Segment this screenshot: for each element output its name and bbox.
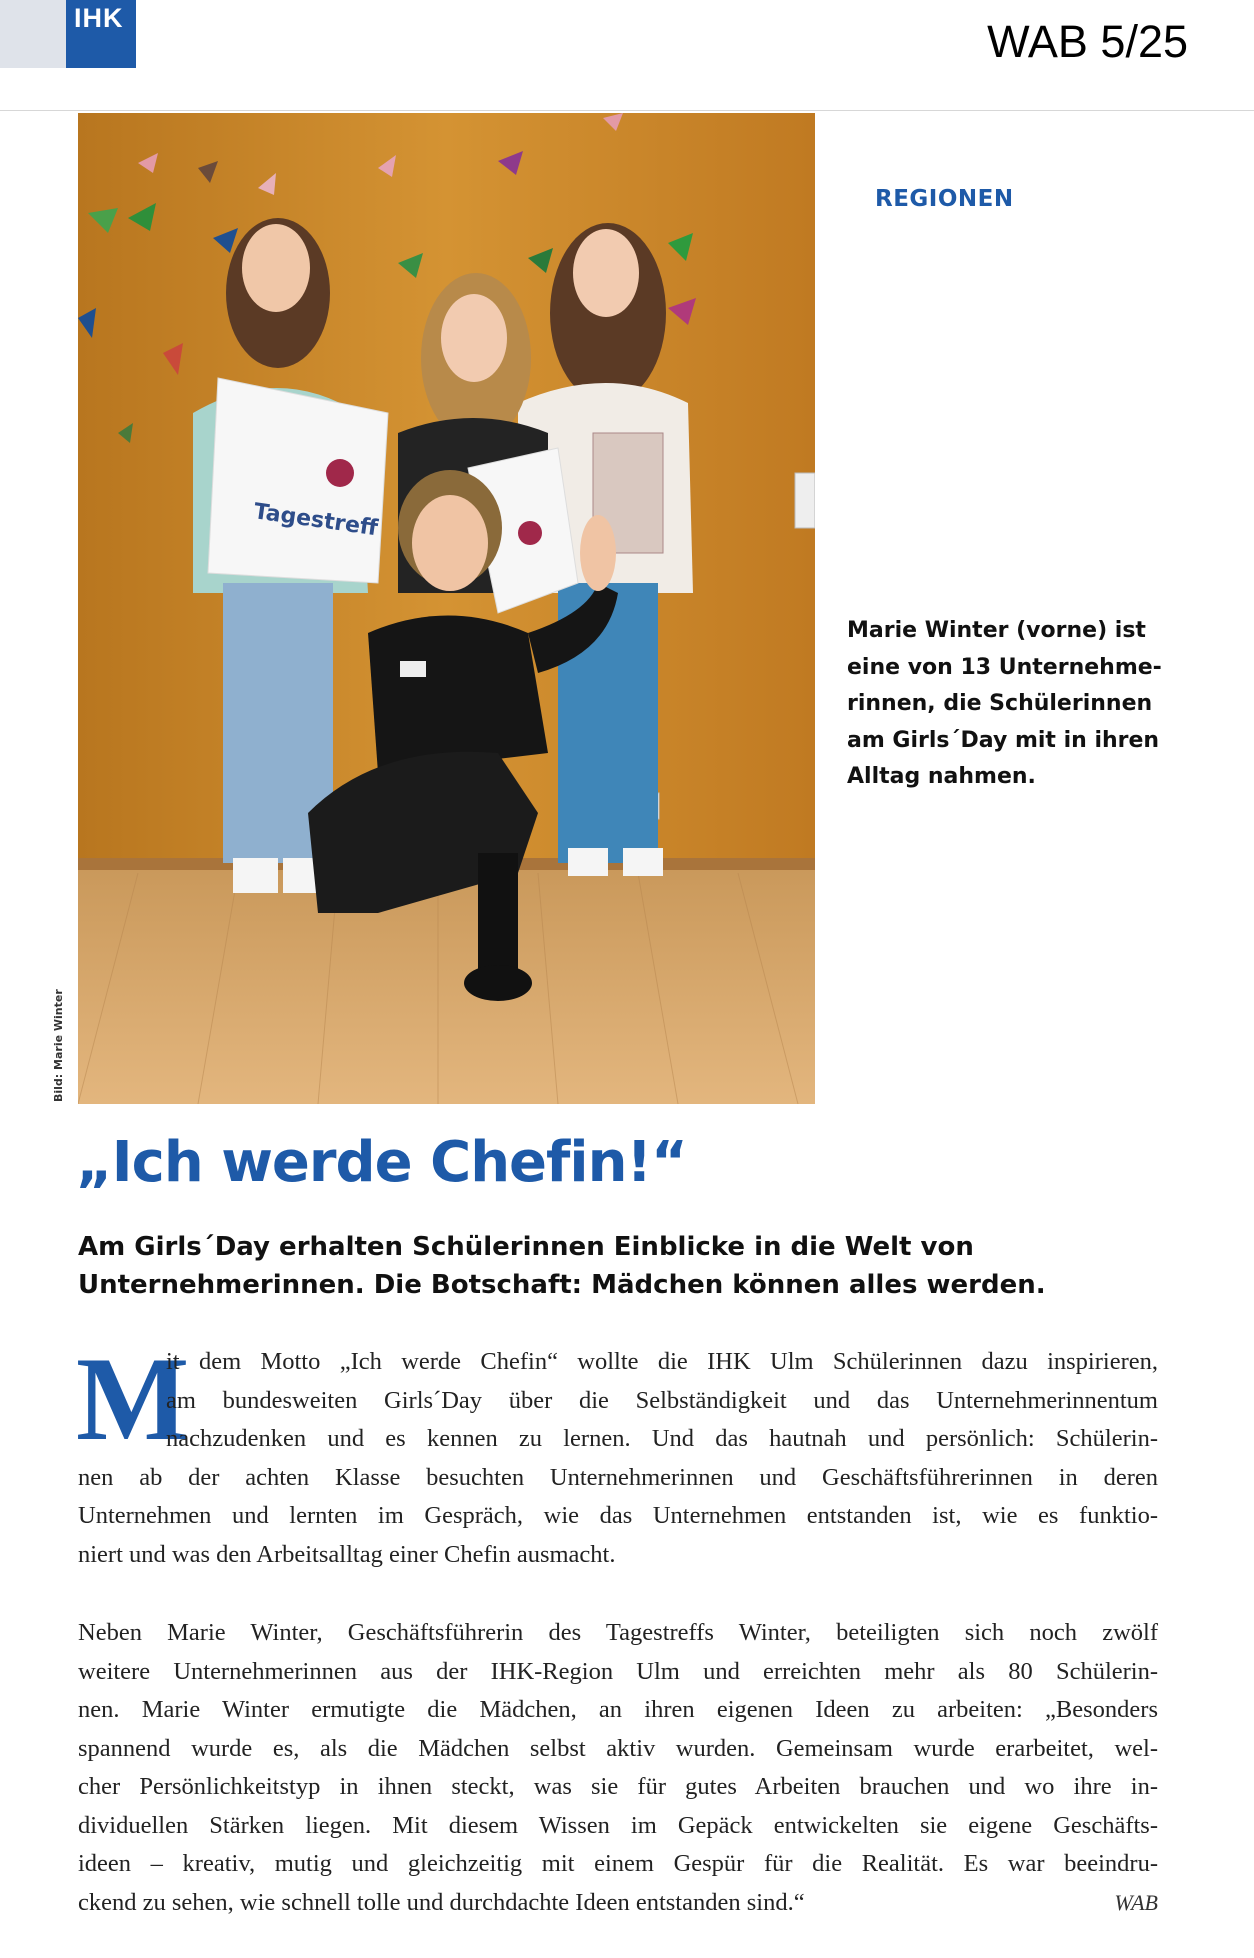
author-signature: WAB xyxy=(1114,1889,1158,1915)
text-line: dividuellen Stärken liegen. Mit diesem Wissen im Gepäck entwickelten sie eigene Geschäfts- xyxy=(78,1811,1158,1839)
caption-line: rinnen, die Schülerinnen xyxy=(847,691,1153,716)
issue-label: WAB 5/25 xyxy=(987,16,1188,67)
text-line: ideen – kreativ, mutig und gleichzeitig mit einem Gespür für die Realität. Es war beeindru- xyxy=(78,1850,1158,1877)
text-line: cher Persönlichkeitstyp in ihnen steckt, was sie für gutes Arbeiten brauchen und wo ihre in- xyxy=(78,1773,1158,1800)
text-line: Neben Marie Winter, Geschäftsführerin des Tagestreffs Winter, beteiligten sich noch zwölf xyxy=(78,1619,1158,1646)
article-photo xyxy=(78,113,815,1104)
text-line: niert und was den Arbeitsalltag einer Chefin ausmacht. xyxy=(78,1540,616,1568)
text-line: nen. Marie Winter ermutigte die Mädchen, an ihren eigenen Ideen zu arbeiten: „Besonders xyxy=(78,1696,1158,1723)
text-line: Unternehmen und lernten im Gespräch, wie das Unternehmen entstanden ist, wie es funktio- xyxy=(78,1502,1158,1529)
caption-line: am Girls´Day mit in ihren xyxy=(847,727,1160,753)
lead-line: Unternehmerinnen. Die Botschaft: Mädchen können alles werden. xyxy=(78,1270,1046,1300)
lead-line: Am Girls´Day erhalten Schülerinnen Einblicke in die Welt von xyxy=(78,1232,974,1262)
photo-caption xyxy=(847,613,1177,796)
header-grey-block xyxy=(0,0,70,68)
floor xyxy=(78,863,815,1104)
text-line: spannend wurde es, als die Mädchen selbst aktiv wurden. Gemeinsam wurde erarbeitet, wel- xyxy=(78,1734,1158,1762)
photo-credit: Bild: Marie Winter xyxy=(52,989,65,1102)
text-line: it dem Motto „Ich werde Chefin“ wollte die IHK Ulm Schülerinnen dazu inspirieren, xyxy=(166,1348,1158,1375)
photo-illustration xyxy=(78,113,815,1104)
article-paragraph-2 xyxy=(78,1614,1158,1922)
article-headline: „Ich werde Chefin!“ xyxy=(76,1130,687,1195)
caption-line: Alltag nahmen. xyxy=(847,764,1036,789)
drop-cap: M xyxy=(76,1332,190,1465)
text-line: nachzudenken und es kennen zu lernen. Und das hautnah und persönlich: Schülerin- xyxy=(166,1425,1158,1452)
text-line: nen ab der achten Klasse besuchten Unternehmerinnen und Geschäftsführerinnen in deren xyxy=(78,1463,1158,1491)
text-line: weitere Unternehmerinnen aus der IHK-Region Ulm und erreichten mehr als 80 Schülerin- xyxy=(78,1657,1158,1685)
text-line xyxy=(78,1884,1158,1923)
last-line-text: ckend zu sehen, wie schnell tolle und durchdachte Ideen entstanden sind.“ xyxy=(78,1888,805,1916)
bag-logo-text: Tagestreff xyxy=(252,499,380,542)
ihk-logo: IHK xyxy=(66,0,136,68)
caption-line: Marie Winter (vorne) ist xyxy=(847,618,1146,643)
section-label: REGIONEN xyxy=(875,186,1014,212)
article-paragraph-1 xyxy=(76,1332,1158,1574)
article-lead xyxy=(78,1228,1178,1304)
text-line: am bundesweiten Girls´Day über die Selbständigkeit und das Unternehmerinnentum xyxy=(166,1386,1158,1414)
header-divider xyxy=(0,110,1254,111)
caption-line: eine von 13 Unternehme- xyxy=(847,654,1162,680)
